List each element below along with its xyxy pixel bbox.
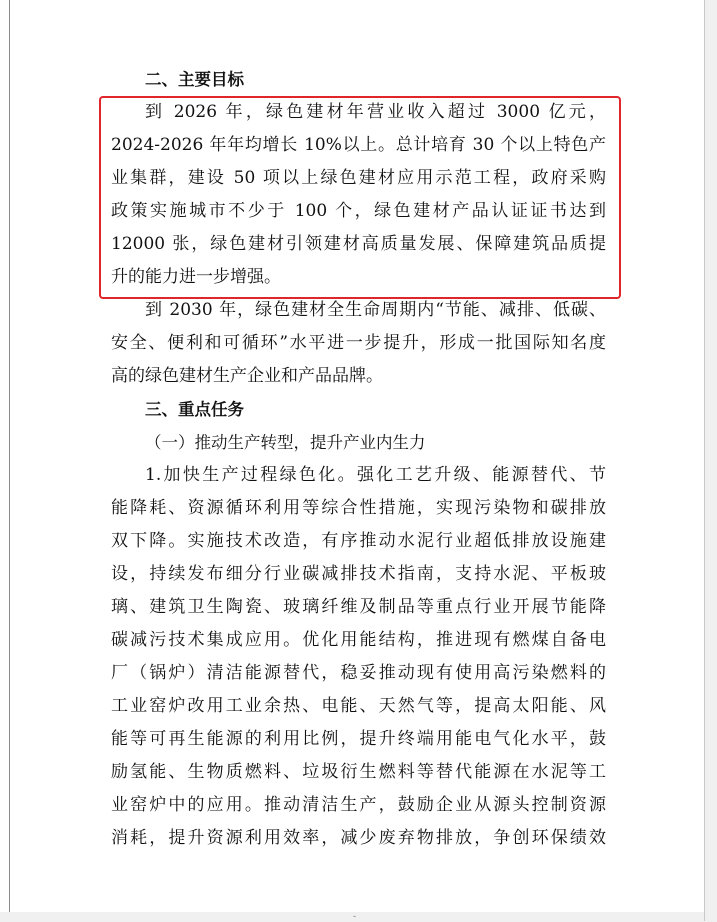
- text-line: 业集群，建设 50 项以上绿色建材应用示范工程，政府采购: [111, 168, 606, 188]
- section-heading-main-goals: 二、主要目标: [145, 70, 244, 89]
- text-line: 工业窑炉改用工业余热、电能、天然气等，提高太阳能、风: [111, 696, 606, 716]
- text-line: 能等可再生能源的利用比例，提升终端用能电气化水平，鼓: [111, 729, 606, 749]
- text-line: 12000 张，绿色建材引领建材高质量发展、保障建筑品质提: [111, 234, 606, 254]
- text-line: 到 2030 年，绿色建材全生命周期内“节能、减排、低碳、: [145, 300, 606, 320]
- text-line: 璃、建筑卫生陶瓷、玻璃纤维及制品等重点行业开展节能降: [111, 597, 606, 617]
- page-marker: -: [353, 912, 357, 922]
- text-line: 到 2026 年，绿色建材年营业收入超过 3000 亿元，: [145, 102, 606, 122]
- text-line: 高的绿色建材生产企业和产品品牌。: [111, 366, 383, 386]
- text-line: 政策实施城市不少于 100 个，绿色建材产品认证证书达到: [111, 201, 606, 221]
- section-heading-key-tasks: 三、重点任务: [145, 400, 244, 419]
- text-line: 双下降。实施技术改造，有序推动水泥行业超低排放设施建: [111, 531, 606, 551]
- text-line: 业窑炉中的应用。推动清洁生产，鼓励企业从源头控制资源: [111, 795, 606, 815]
- text-line: 碳减污技术集成应用。优化用能结构，推进现有燃煤自备电: [111, 630, 606, 650]
- text-line: 能降耗、资源循环利用等综合性措施，实现污染物和碳排放: [111, 498, 606, 518]
- text-line: 消耗，提升资源利用效率，减少废弃物排放，争创环保绩效: [111, 828, 606, 848]
- text-line: 升的能力进一步增强。: [111, 267, 281, 287]
- highlight-annotation-box: [99, 96, 621, 299]
- text-line: 1.加快生产过程绿色化。强化工艺升级、能源替代、节: [145, 465, 606, 485]
- subsection-heading-production: （一）推动生产转型，提升产业内生力: [145, 433, 426, 452]
- page-left-rule: [9, 0, 10, 912]
- text-line: 安全、便利和可循环”水平进一步提升，形成一批国际知名度: [111, 333, 606, 353]
- page-right-edge: [704, 0, 705, 921]
- text-line: 厂（锅炉）清洁能源替代，稳妥推动现有使用高污染燃料的: [111, 663, 606, 683]
- text-line: 励氢能、生物质燃料、垃圾衍生燃料等替代能源在水泥等工: [111, 762, 606, 782]
- text-line: 2024-2026 年年均增长 10%以上。总计培育 30 个以上特色产: [111, 135, 606, 155]
- paragraph-green-production: [111, 459, 606, 855]
- paragraph-2030-goals: [111, 294, 606, 393]
- text-line: 设，持续发布细分行业碳减排技术指南，支持水泥、平板玻: [111, 564, 606, 584]
